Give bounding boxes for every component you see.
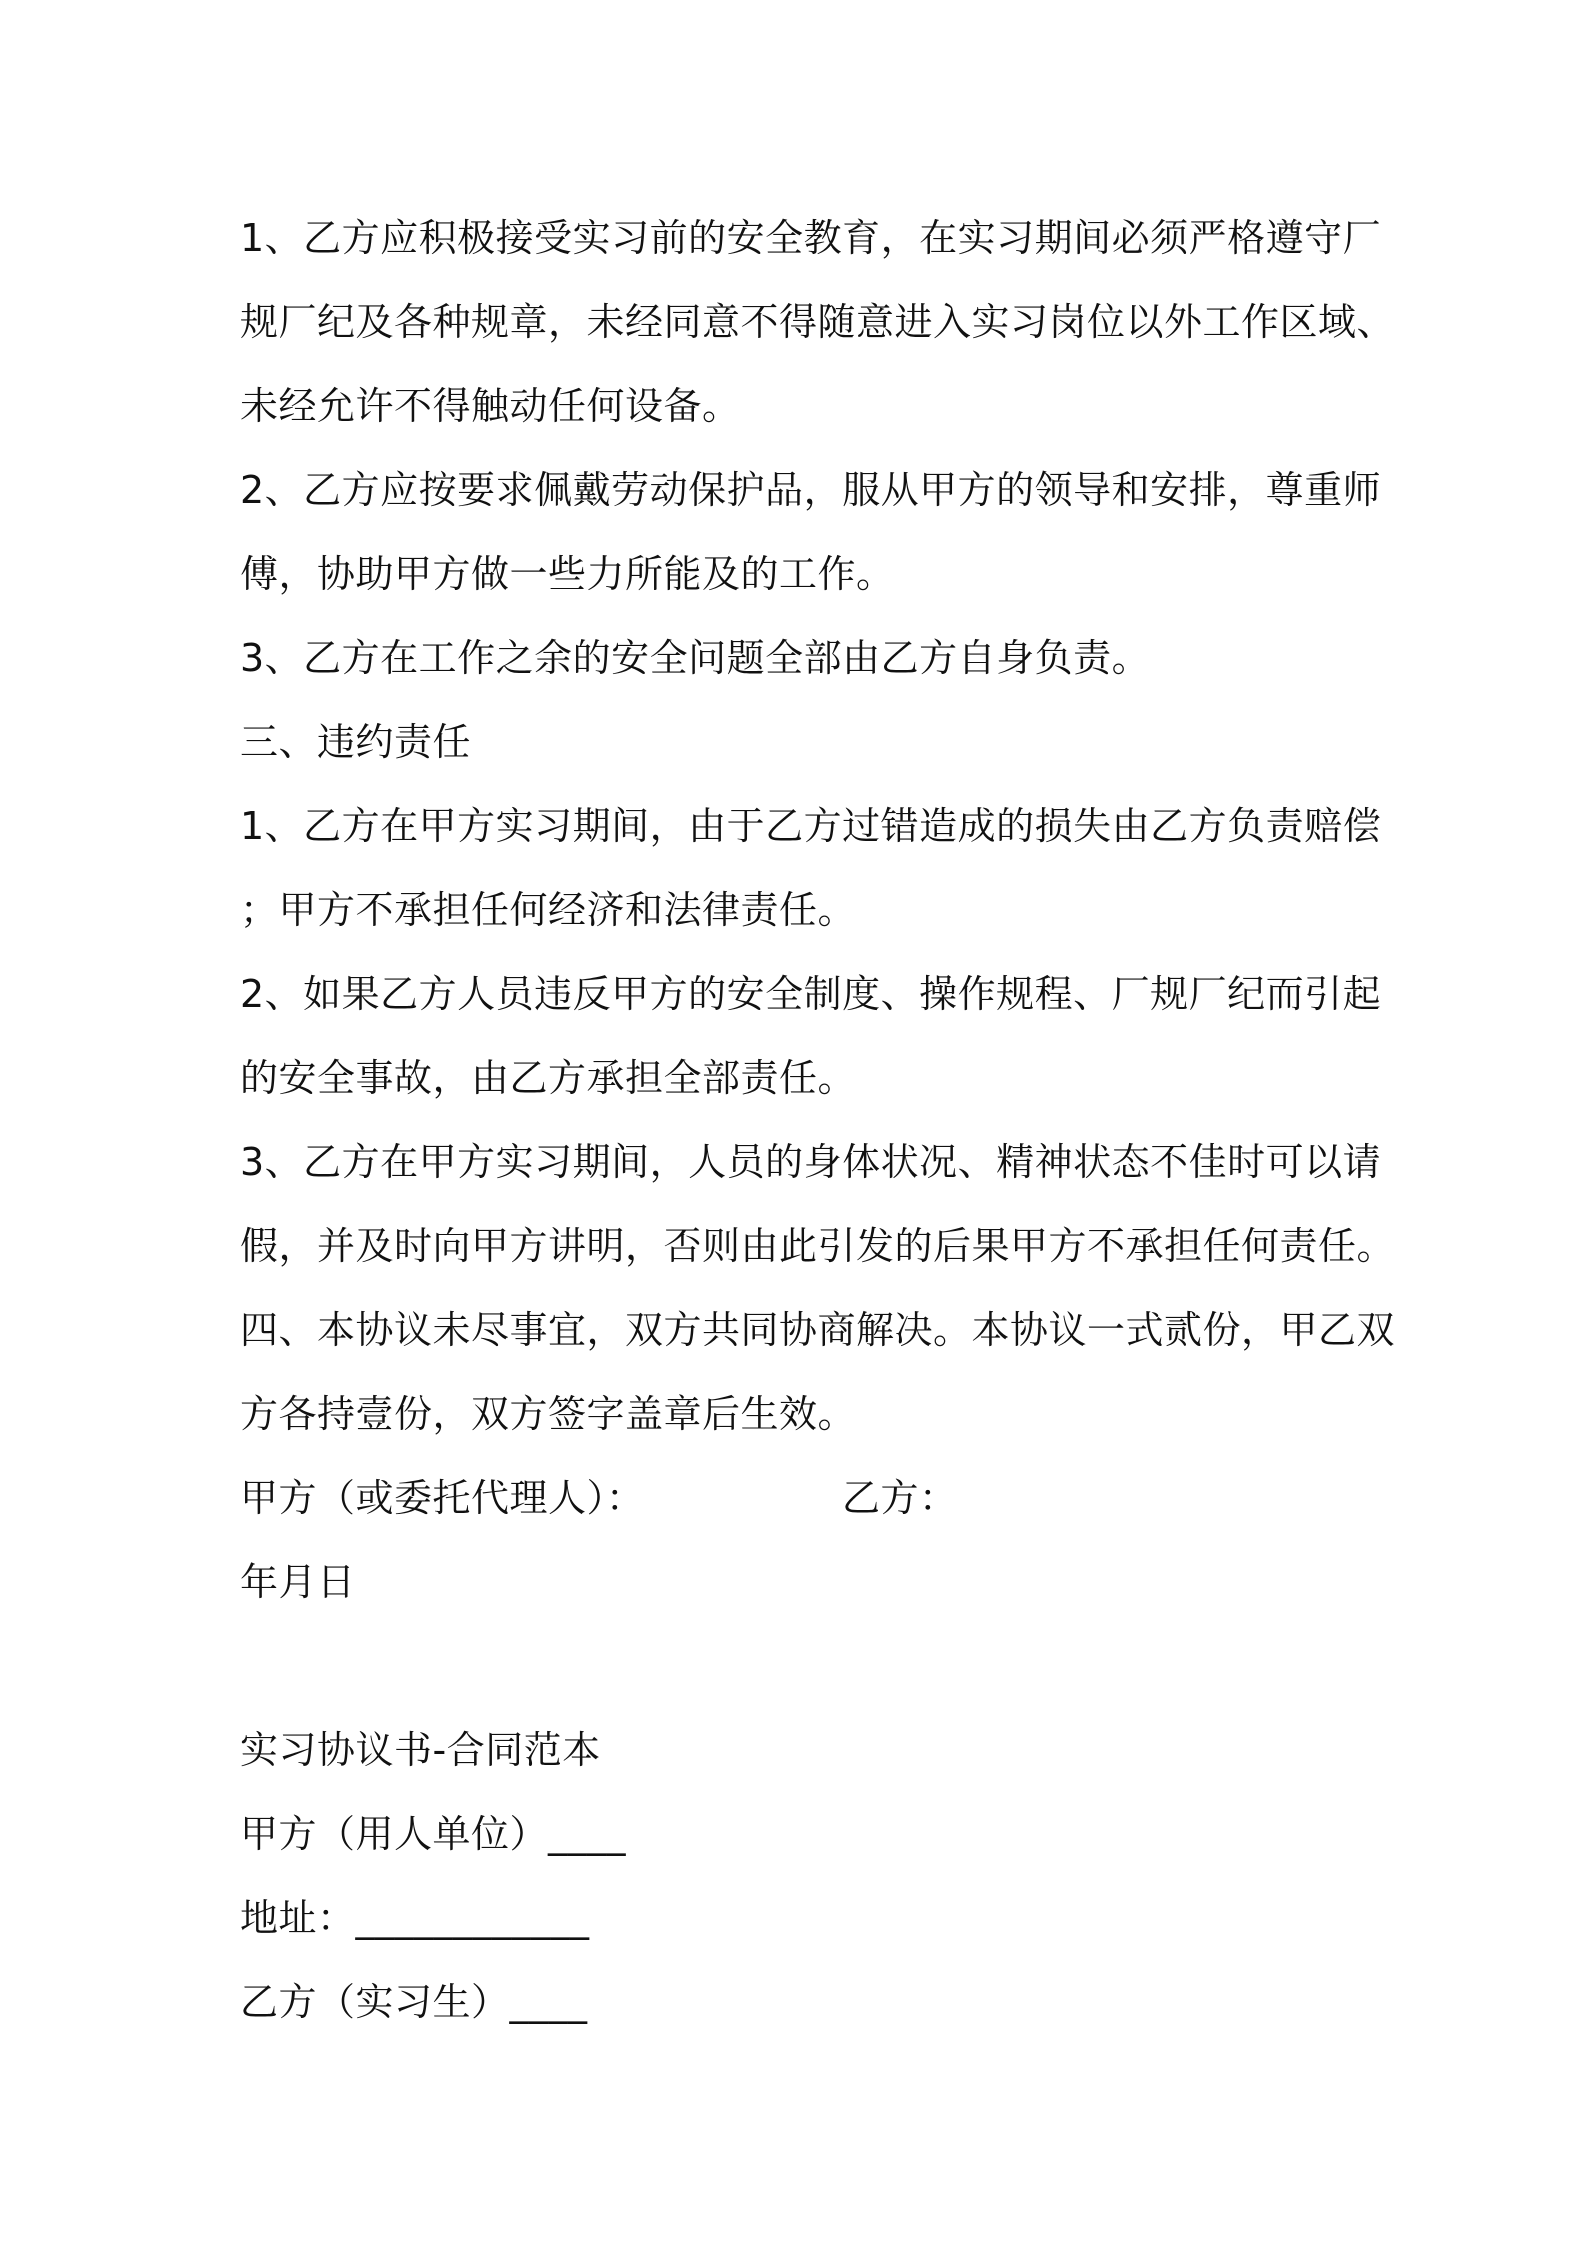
clause-line: 2、如果乙方人员违反甲方的安全制度、操作规程、厂规厂纪而引起	[240, 972, 1382, 1016]
clause-line: 3、乙方在工作之余的安全问题全部由乙方自身负责。	[240, 636, 1151, 680]
section-heading: 三、违约责任	[240, 720, 472, 764]
clause-line: ；甲方不承担任何经济和法律责任。	[240, 888, 857, 932]
clause-line: 四、本协议未尽事宜，双方共同协商解决。本协议一式贰份，甲乙双	[240, 1308, 1396, 1352]
clause-line: 3、乙方在甲方实习期间，人员的身体状况、精神状态不佳时可以请	[240, 1140, 1382, 1184]
party-b-signature-label: 乙方：	[842, 1476, 958, 1520]
clause-line: 假，并及时向甲方讲明，否则由此引发的后果甲方不承担任何责任。	[240, 1224, 1396, 1268]
clause-line: 傅，协助甲方做一些力所能及的工作。	[240, 552, 895, 596]
party-a-field: 甲方（用人单位）____	[240, 1812, 627, 1856]
party-b-field: 乙方（实习生）____	[240, 1980, 588, 2024]
date-line: 年月日	[240, 1560, 356, 1604]
clause-line: 未经允许不得触动任何设备。	[240, 384, 741, 428]
clause-line: 1、乙方应积极接受实习前的安全教育，在实习期间必须严格遵守厂	[240, 216, 1382, 260]
clause-line: 规厂纪及各种规章，未经同意不得随意进入实习岗位以外工作区域、	[240, 300, 1396, 344]
document-body	[240, 196, 1396, 2044]
spacer	[240, 1624, 1360, 1708]
party-a-signature-label: 甲方（或委托代理人）：	[240, 1476, 645, 1520]
clause-line: 1、乙方在甲方实习期间，由于乙方过错造成的损失由乙方负责赔偿	[240, 804, 1382, 848]
next-document-title: 实习协议书-合同范本	[240, 1728, 601, 1772]
signature-row	[240, 1456, 1360, 1540]
address-field: 地址：____________	[240, 1896, 590, 1940]
clause-line: 的安全事故，由乙方承担全部责任。	[240, 1056, 857, 1100]
clause-line: 2、乙方应按要求佩戴劳动保护品，服从甲方的领导和安排，尊重师	[240, 468, 1382, 512]
clause-line: 方各持壹份，双方签字盖章后生效。	[240, 1392, 857, 1436]
